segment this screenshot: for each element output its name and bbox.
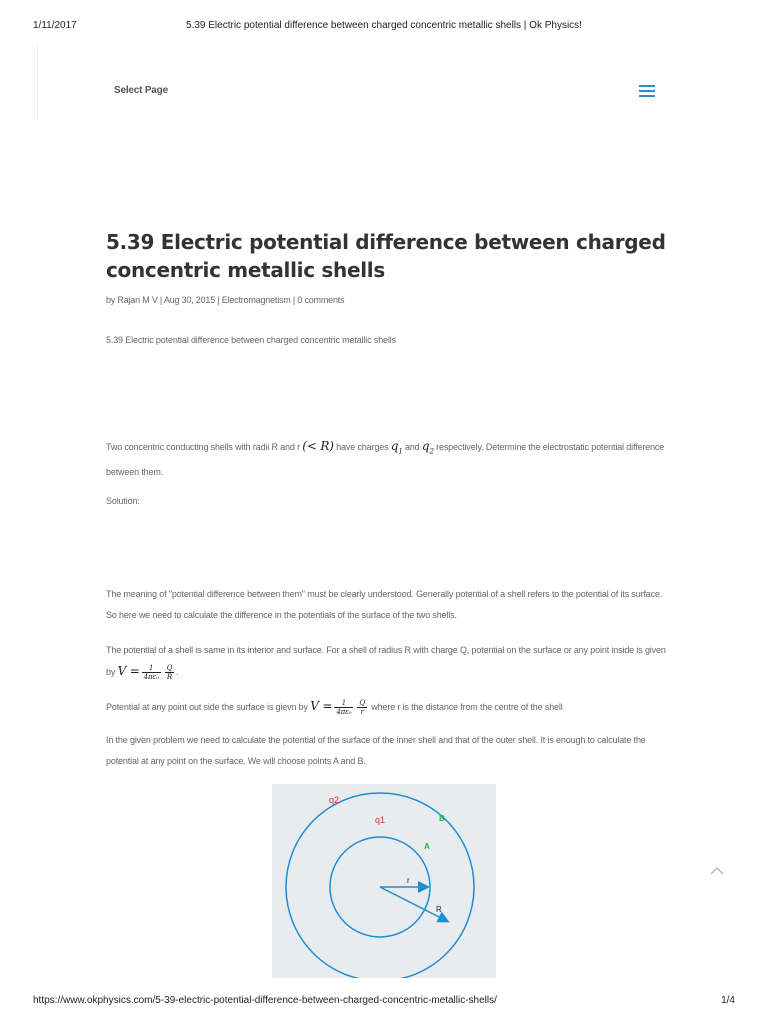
- print-page-title: 5.39 Electric potential difference between charged concentric metallic shells | Ok Physics!: [186, 20, 582, 31]
- frac-num: Q: [359, 699, 365, 708]
- fraction-Q-over-r: [357, 699, 367, 716]
- meta-date: | Aug 30, 2015 |: [157, 295, 222, 305]
- frac-num: 1: [334, 699, 353, 708]
- potential-text: The potential of a shell is same in its interior and surface. For a shell of radius R with charge Q, potential on the surface or any point inside is given by: [106, 645, 666, 677]
- problem-text-4: respectively. Determine the electrostatic potential difference between them.: [106, 442, 665, 478]
- concentric-shells-diagram: [272, 784, 496, 978]
- math-q1-sub: 1: [398, 447, 403, 456]
- fraction-1-over-4pi-eps: [334, 699, 353, 716]
- outside-text-2: where r is the distance from the centre of the shell: [368, 702, 563, 712]
- frac-num: Q: [166, 664, 173, 673]
- scroll-to-top-icon[interactable]: [708, 864, 726, 878]
- meta-by: by: [106, 295, 118, 305]
- print-page-number: 1/4: [721, 995, 735, 1006]
- solution-label: Solution:: [106, 496, 140, 506]
- problem-paragraph: [106, 436, 666, 483]
- formula-end: .: [176, 667, 179, 677]
- problem-text-3: and: [402, 442, 422, 452]
- fraction-1-over-4pi-eps: [142, 664, 161, 681]
- outside-paragraph: [106, 696, 666, 718]
- label-R: R: [436, 905, 442, 914]
- category-link[interactable]: Electromagnetism: [221, 295, 291, 305]
- given-paragraph: In the given problem we need to calculate the potential of the surface of the inner shell and that of the outer shell. It is enough to calculate the potential at any point on the surface. We will choose points A and B.: [106, 735, 646, 766]
- frac-den: R: [166, 673, 173, 682]
- formula-lhs: V =: [310, 699, 333, 713]
- print-url: https://www.okphysics.com/5-39-electric-potential-difference-between-charged-concentric-metallic-shells/: [33, 995, 497, 1006]
- label-q1: q1: [375, 815, 386, 825]
- select-page-label[interactable]: Select Page: [114, 85, 168, 96]
- print-date: 1/11/2017: [33, 20, 77, 31]
- meta-separator: |: [290, 295, 298, 305]
- label-B: B: [439, 814, 445, 823]
- frac-den: 4πε₀: [143, 673, 159, 682]
- math-q1-letter: q: [390, 439, 399, 453]
- divider: [37, 45, 38, 120]
- potential-paragraph: [106, 640, 666, 683]
- post-title: 5.39 Electric potential difference between charged concentric metallic shells: [106, 230, 666, 282]
- math-q2-sub: 2: [429, 447, 434, 456]
- problem-text-2: have charges: [333, 442, 391, 452]
- hamburger-menu-icon[interactable]: [639, 85, 655, 97]
- post-subtitle: 5.39 Electric potential difference between charged concentric metallic shells: [106, 335, 396, 345]
- frac-num: 1: [142, 664, 161, 673]
- problem-text-1: Two concentric conducting shells with radii R and r: [106, 442, 303, 452]
- outside-text-1: Potential at any point out side the surface is gievn by: [106, 702, 311, 712]
- frac-den: 4πε₀: [336, 708, 352, 717]
- radius-R-arrow: [380, 887, 447, 921]
- meaning-paragraph: The meaning of "potential difference between them" must be clearly understood. Generally potential of a shell refers to the potential of its surface. So here we need to calculate the difference in the potentials of the surface of the two shells.: [106, 589, 663, 620]
- math-q2-letter: q: [421, 439, 430, 453]
- label-A: A: [424, 842, 430, 851]
- post-meta: [106, 295, 344, 305]
- fraction-Q-over-R: [165, 664, 175, 681]
- math-q1: [390, 439, 403, 456]
- math-r-less-R: (< R): [302, 439, 334, 453]
- frac-den: r: [360, 708, 364, 717]
- concentric-shells-figure: [272, 784, 496, 978]
- comments-link[interactable]: 0 comments: [297, 295, 345, 305]
- author-link[interactable]: Rajan M V: [117, 295, 158, 305]
- math-q2: [421, 439, 434, 456]
- label-r: r: [407, 876, 410, 885]
- formula-lhs: V =: [117, 664, 140, 678]
- label-q2: q2: [329, 795, 340, 805]
